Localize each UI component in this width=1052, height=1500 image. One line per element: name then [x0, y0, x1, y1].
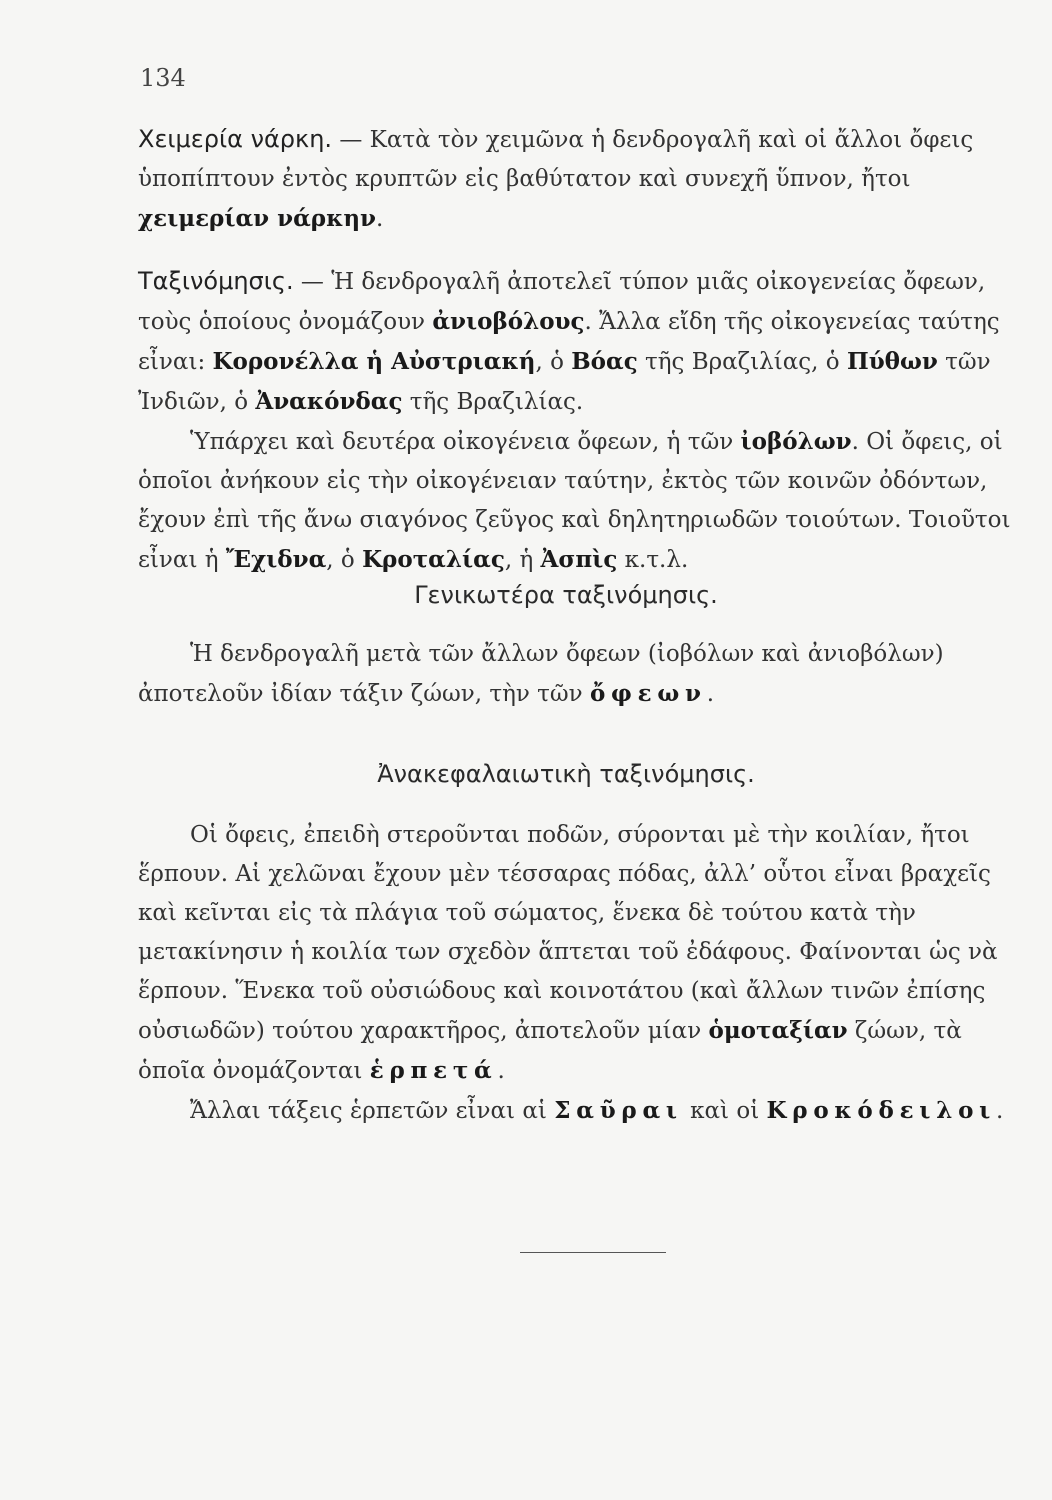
classification-text: — Ἡ δενδρογαλῆ ἀποτελεῖ τύπον μιᾶς οἰκογενείας ὄφεων, τοὺς ὁποίους ὀνομάζουν [138, 269, 986, 335]
venomous-text: , ὁ [326, 547, 363, 573]
term-krotalias: Κροταλίας [362, 546, 505, 573]
summary-section [138, 816, 1018, 1131]
term-aspis: Ἀσπὶς [540, 546, 618, 573]
term-koronella: Κορονέλλα ἡ Αὐστριακή [212, 348, 536, 375]
general-end: . [706, 681, 714, 707]
other-orders-text: καὶ οἱ [682, 1098, 767, 1124]
other-orders-end: . [996, 1098, 1004, 1124]
summary-text: Οἱ ὄφεις, ἐπειδὴ στεροῦνται ποδῶν, σύρονται μὲ τὴν κοιλίαν, ἤτοι ἕρπουν. Αἱ χελῶναι ἔχουν μὲν τέσσαρας πόδας, ἀλλ’ οὗτοι εἶναι βραχεῖς καὶ κεῖνται εἰς τὰ πλάγια τοῦ σώματος, ἕνεκα δὲ τούτου κατὰ τὴν μετακίνησιν ἡ κοιλία των σχεδὸν ἅπτεται τοῦ ἐδάφους. Φαίνονται ὡς νὰ ἕρπουν. Ἕνεκα τοῦ οὐσιώδους καὶ κοινοτάτου (καὶ ἄλλων τινῶν ἐπίσης οὐσιωδῶν) τούτου χαρακτῆρος, ἀποτελοῦν μίαν [138, 822, 998, 1044]
winter-sleep-text: — Κατὰ τὸν χειμῶνα ἡ δενδρογαλῆ καὶ οἱ ἄλλοι ὄφεις ὑποπίπτουν ἐντὸς κρυπτῶν εἰς βαθύτατον καὶ συνεχῆ ὕπνον, ἤτοι [138, 127, 974, 192]
classification-paragraph [138, 262, 1018, 422]
classification-text: τῆς Βραζιλίας. [402, 389, 584, 415]
summary-classification-heading: Ἀνακεφαλαιωτικὴ ταξινόμησις. [377, 760, 755, 788]
term-omotaxia: ὁμοταξίαν [708, 1017, 848, 1044]
venomous-text: κ.τ.λ. [617, 547, 689, 573]
term-erpeta: ἑρπετά [369, 1057, 498, 1084]
venomous-paragraph [138, 422, 1018, 580]
term-python: Πύθων [846, 348, 938, 375]
winter-sleep-end: . [376, 206, 384, 232]
other-orders-text: Ἄλλαι τάξεις ἑρπετῶν εἶναι αἱ [190, 1098, 555, 1124]
venomous-text: , ἡ [504, 547, 541, 573]
classification-text: , ὁ [535, 349, 572, 375]
other-orders-paragraph [138, 1091, 1018, 1131]
page-number: 134 [140, 64, 186, 92]
term-ofeon: ὄφεων [589, 680, 707, 707]
classification-text: τῶν Ἰνδιῶν, ὁ [138, 349, 991, 415]
term-anakondas: Ἀνακόνδας [255, 388, 403, 415]
winter-sleep-heading: Χειμερία νάρκη. [138, 125, 333, 153]
classification-heading: Ταξινόμησις. [138, 267, 294, 295]
venomous-text: Ὑπάρχει καὶ δευτέρα οἰκογένεια ὄφεων, ἡ τῶν [190, 429, 741, 455]
general-classification-paragraph [138, 635, 1018, 714]
term-boas: Βόας [571, 348, 638, 375]
classification-section [138, 262, 1018, 580]
winter-sleep-paragraph [138, 120, 1018, 239]
venomous-text: . Οἱ ὄφεις, οἱ ὁποῖοι ἀνήκουν εἰς τὴν οἰκογένειαν ταύτην, ἐκτὸς τῶν κοινῶν ὀδόντων, ἔχουν ἐπὶ τῆς ἄνω σιαγόνος ζεῦγος καὶ δηλητηριωδῶν τοιούτων. Τοιοῦτοι εἶναι ἡ [138, 429, 1011, 573]
summary-text: . [497, 1058, 505, 1084]
term-iobolon: ἰοβόλων [740, 428, 852, 455]
term-saurai: Σαῦραι [554, 1097, 683, 1124]
general-text: Ἡ δενδρογαλῆ μετὰ τῶν ἄλλων ὄφεων (ἰοβόλων καὶ ἀνιοβόλων) ἀποτελοῦν ἰδίαν τάξιν ζώων, τὴν τῶν [138, 641, 944, 707]
classification-text: . Ἄλλα εἴδη τῆς οἰκογενείας ταύτης εἶναι: [138, 309, 1000, 375]
summary-paragraph [138, 816, 1018, 1091]
classification-text: τῆς Βραζιλίας, ὁ [637, 349, 847, 375]
winter-sleep-term: χειμερίαν νάρκην [138, 205, 377, 232]
general-classification-heading: Γενικωτέρα ταξινόμησις. [414, 581, 718, 609]
summary-text: ζώων, τὰ ὁποῖα ὀνομάζονται [138, 1018, 962, 1084]
term-echidna: Ἔχιδνα [225, 546, 327, 573]
term-aniobolous: ἀνιοβόλους [432, 308, 585, 335]
closing-divider [520, 1252, 666, 1253]
term-krokodeiloi: Κροκόδειλοι [766, 1097, 997, 1124]
